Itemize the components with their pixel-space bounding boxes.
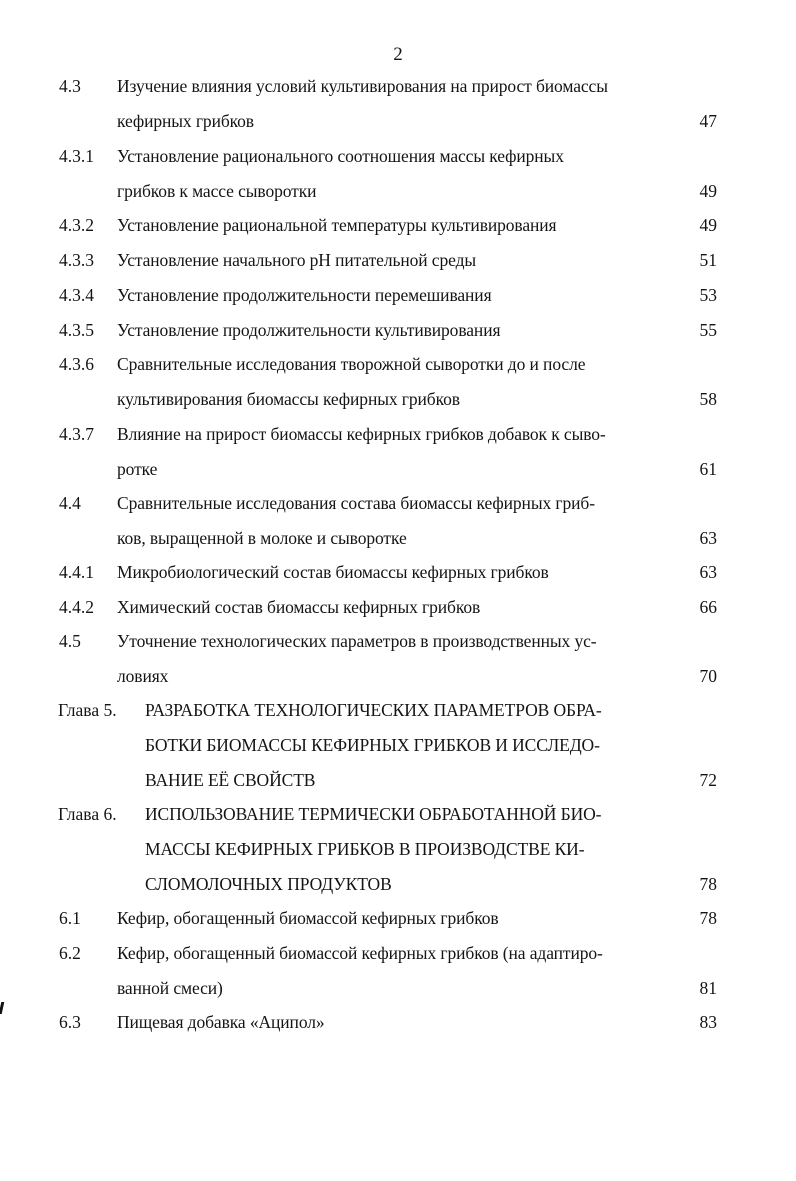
toc-entry-title-line: грибков к массе сыворотки: [117, 180, 317, 201]
toc-entry-title-line: Влияние на прирост биомассы кефирных грибков добавок к сыво-: [117, 424, 606, 444]
toc-entry-page-number: 78: [699, 874, 717, 894]
toc-entry-number: 6.1: [59, 908, 81, 928]
toc-entry-page-number: 61: [699, 458, 717, 479]
toc-entry-page-number: 51: [699, 250, 717, 270]
page-number: 2: [393, 44, 403, 65]
toc-entry-title-line: Микробиологический состав биомассы кефирных грибков: [117, 562, 549, 582]
toc-entry-number: Глава 6.: [58, 804, 117, 824]
toc-entry-title-line: Установление продолжительности перемешивания: [117, 285, 492, 305]
toc-entry-number: 4.3.2: [59, 215, 94, 235]
toc-entry-number: 4.3.4: [59, 285, 94, 305]
toc-entry-title-line: Кефир, обогащенный биомассой кефирных грибков (на адаптиро-: [117, 943, 603, 963]
toc-entry-page-number: 63: [699, 562, 717, 582]
toc-entry-title-line: Химический состав биомассы кефирных грибков: [117, 597, 481, 617]
toc-entry-number: 4.4: [59, 493, 81, 513]
toc-entry-number: 4.3.6: [59, 354, 94, 374]
toc-entry-page-number: 47: [699, 110, 717, 131]
toc-entry-number: 4.3.1: [59, 146, 94, 166]
toc-entry-title-line: Установление рациональной температуры культивирования: [117, 215, 557, 235]
toc-entry-page-number: 66: [699, 597, 717, 617]
toc-entry-page-number: 78: [699, 908, 717, 928]
toc-entry-title-line: ванной смеси): [117, 977, 223, 998]
toc-entry-page-number: 70: [699, 665, 717, 686]
toc-entry-number: 4.3: [59, 76, 81, 96]
toc-entry-title-line: МАССЫ КЕФИРНЫХ ГРИБКОВ В ПРОИЗВОДСТВЕ КИ-: [145, 839, 585, 859]
toc-entry-page-number: 49: [699, 180, 717, 201]
toc-entry-title-line: ков, выращенной в молоке и сыворотке: [117, 527, 407, 548]
toc-entry-title-line: ловиях: [117, 665, 169, 686]
toc-entry-page-number: 49: [699, 215, 717, 235]
toc-entry-page-number: 55: [699, 320, 717, 340]
toc-entry-page-number: 81: [699, 977, 717, 998]
toc-entry-title-line: Изучение влияния условий культивирования на прирост биомассы: [117, 76, 608, 96]
toc-entry-page-number: 83: [699, 1012, 717, 1032]
toc-entry-title-line: Сравнительные исследования состава биомассы кефирных гриб-: [117, 493, 595, 513]
toc-entry-title-line: Уточнение технологических параметров в производственных ус-: [117, 631, 597, 651]
toc-entry-number: 6.2: [59, 943, 81, 963]
toc-entry-title-line: Кефир, обогащенный биомассой кефирных грибков: [117, 908, 499, 928]
toc-entry-number: 4.5: [59, 631, 81, 651]
toc-entry-page-number: 53: [699, 285, 717, 305]
toc-entry-page-number: 63: [699, 527, 717, 548]
toc-entry-title-line: БОТКИ БИОМАССЫ КЕФИРНЫХ ГРИБКОВ И ИССЛЕДО-: [145, 735, 600, 755]
toc-entry-number: 6.3: [59, 1012, 81, 1032]
toc-entry-number: 4.3.5: [59, 320, 94, 340]
toc-entry-title-line: ВАНИЕ ЕЁ СВОЙСТВ: [145, 770, 316, 790]
toc-entry-number: 4.3.7: [59, 424, 94, 444]
toc-entry-title-line: Установление продолжительности культивирования: [117, 320, 501, 340]
toc-entry-title-line: Сравнительные исследования творожной сыворотки до и после: [117, 354, 586, 374]
toc-entry-title-line: РАЗРАБОТКА ТЕХНОЛОГИЧЕСКИХ ПАРАМЕТРОВ ОБРА-: [145, 700, 602, 720]
toc-entry-title-line: культивирования биомассы кефирных грибков: [117, 388, 460, 409]
toc-entry-title-line: ИСПОЛЬЗОВАНИЕ ТЕРМИЧЕСКИ ОБРАБОТАННОЙ БИО-: [145, 804, 602, 824]
toc-entry-title-line: СЛОМОЛОЧНЫХ ПРОДУКТОВ: [145, 874, 392, 894]
toc-entry-title-line: ротке: [117, 458, 158, 479]
toc-entry-title-line: Установление рационального соотношения массы кефирных: [117, 146, 564, 166]
toc-entry-title-line: кефирных грибков: [117, 110, 254, 131]
toc-entry-number: 4.3.3: [59, 250, 94, 270]
toc-entry-page-number: 58: [699, 388, 717, 409]
toc-entry-page-number: 72: [699, 770, 717, 790]
toc-entry-number: Глава 5.: [58, 700, 117, 720]
toc-entry-number: 4.4.2: [59, 597, 94, 617]
toc-entry-title-line: Пищевая добавка «Аципол»: [117, 1012, 325, 1032]
toc-entry-number: 4.4.1: [59, 562, 94, 582]
toc-entry-title-line: Установление начального pH питательной среды: [117, 250, 477, 270]
